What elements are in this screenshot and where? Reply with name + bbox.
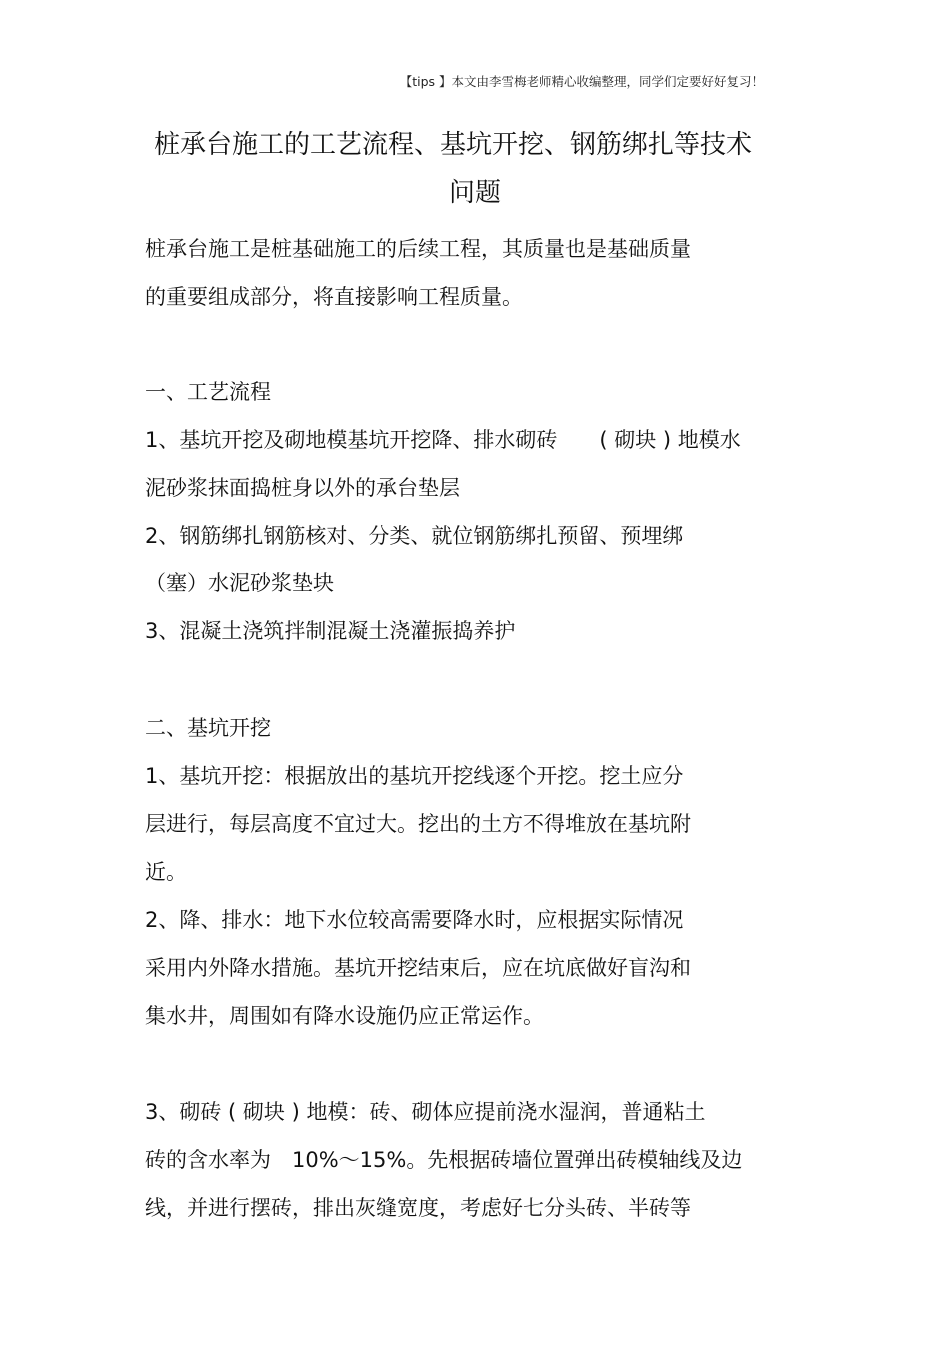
- paragraph-line: 2、钢筋绑扎钢筋核对、分类、就位钢筋绑扎预留、预埋绑: [145, 524, 684, 548]
- paragraph-line: 砖的含水率为 10%～15%。先根据砖墙位置弹出砖模轴线及边: [145, 1148, 743, 1172]
- paragraph-line: 采用内外降水措施。基坑开挖结束后，应在坑底做好盲沟和: [145, 956, 691, 980]
- tips-header: 【tips 】本文由李雪梅老师精心收编整理，同学们定要好好复习！: [399, 74, 764, 89]
- section-heading: 二、基坑开挖: [145, 716, 271, 740]
- paragraph-line: 1、基坑开挖：根据放出的基坑开挖线逐个开挖。挖土应分: [145, 764, 684, 788]
- paragraph-line: 2、降、排水：地下水位较高需要降水时，应根据实际情况: [145, 908, 684, 932]
- page-title-line1: 桩承台施工的工艺流程、基坑开挖、钢筋绑扎等技术: [153, 130, 752, 160]
- paragraph-line: （塞）水泥砂浆垫块: [145, 571, 334, 595]
- paragraph-line: 3、砌砖 ( 砌块 ) 地模：砖、砌体应提前浇水湿润，普通粘土: [145, 1100, 706, 1124]
- paragraph-line: 层进行，每层高度不宜过大。挖出的土方不得堆放在基坑附: [145, 812, 691, 836]
- page-title-line2: 问题: [448, 178, 501, 208]
- section-heading: 一、工艺流程: [145, 380, 271, 404]
- intro-line: 的重要组成部分，将直接影响工程质量。: [145, 285, 523, 309]
- paragraph-line: 线，并进行摆砖，排出灰缝宽度，考虑好七分头砖、半砖等: [145, 1196, 691, 1220]
- paragraph-line: 泥砂浆抹面捣桩身以外的承台垫层: [145, 476, 460, 500]
- paragraph-line: 集水井，周围如有降水设施仍应正常运作。: [145, 1004, 544, 1028]
- intro-line: 桩承台施工是桩基础施工的后续工程，其质量也是基础质量: [145, 237, 691, 261]
- paragraph-line: 近。: [145, 860, 187, 884]
- paragraph-line: 3、混凝土浇筑拌制混凝土浇灌振捣养护: [145, 619, 516, 643]
- paragraph-line: 1、基坑开挖及砌地模基坑开挖降、排水砌砖 ( 砌块 ) 地模水: [145, 428, 741, 452]
